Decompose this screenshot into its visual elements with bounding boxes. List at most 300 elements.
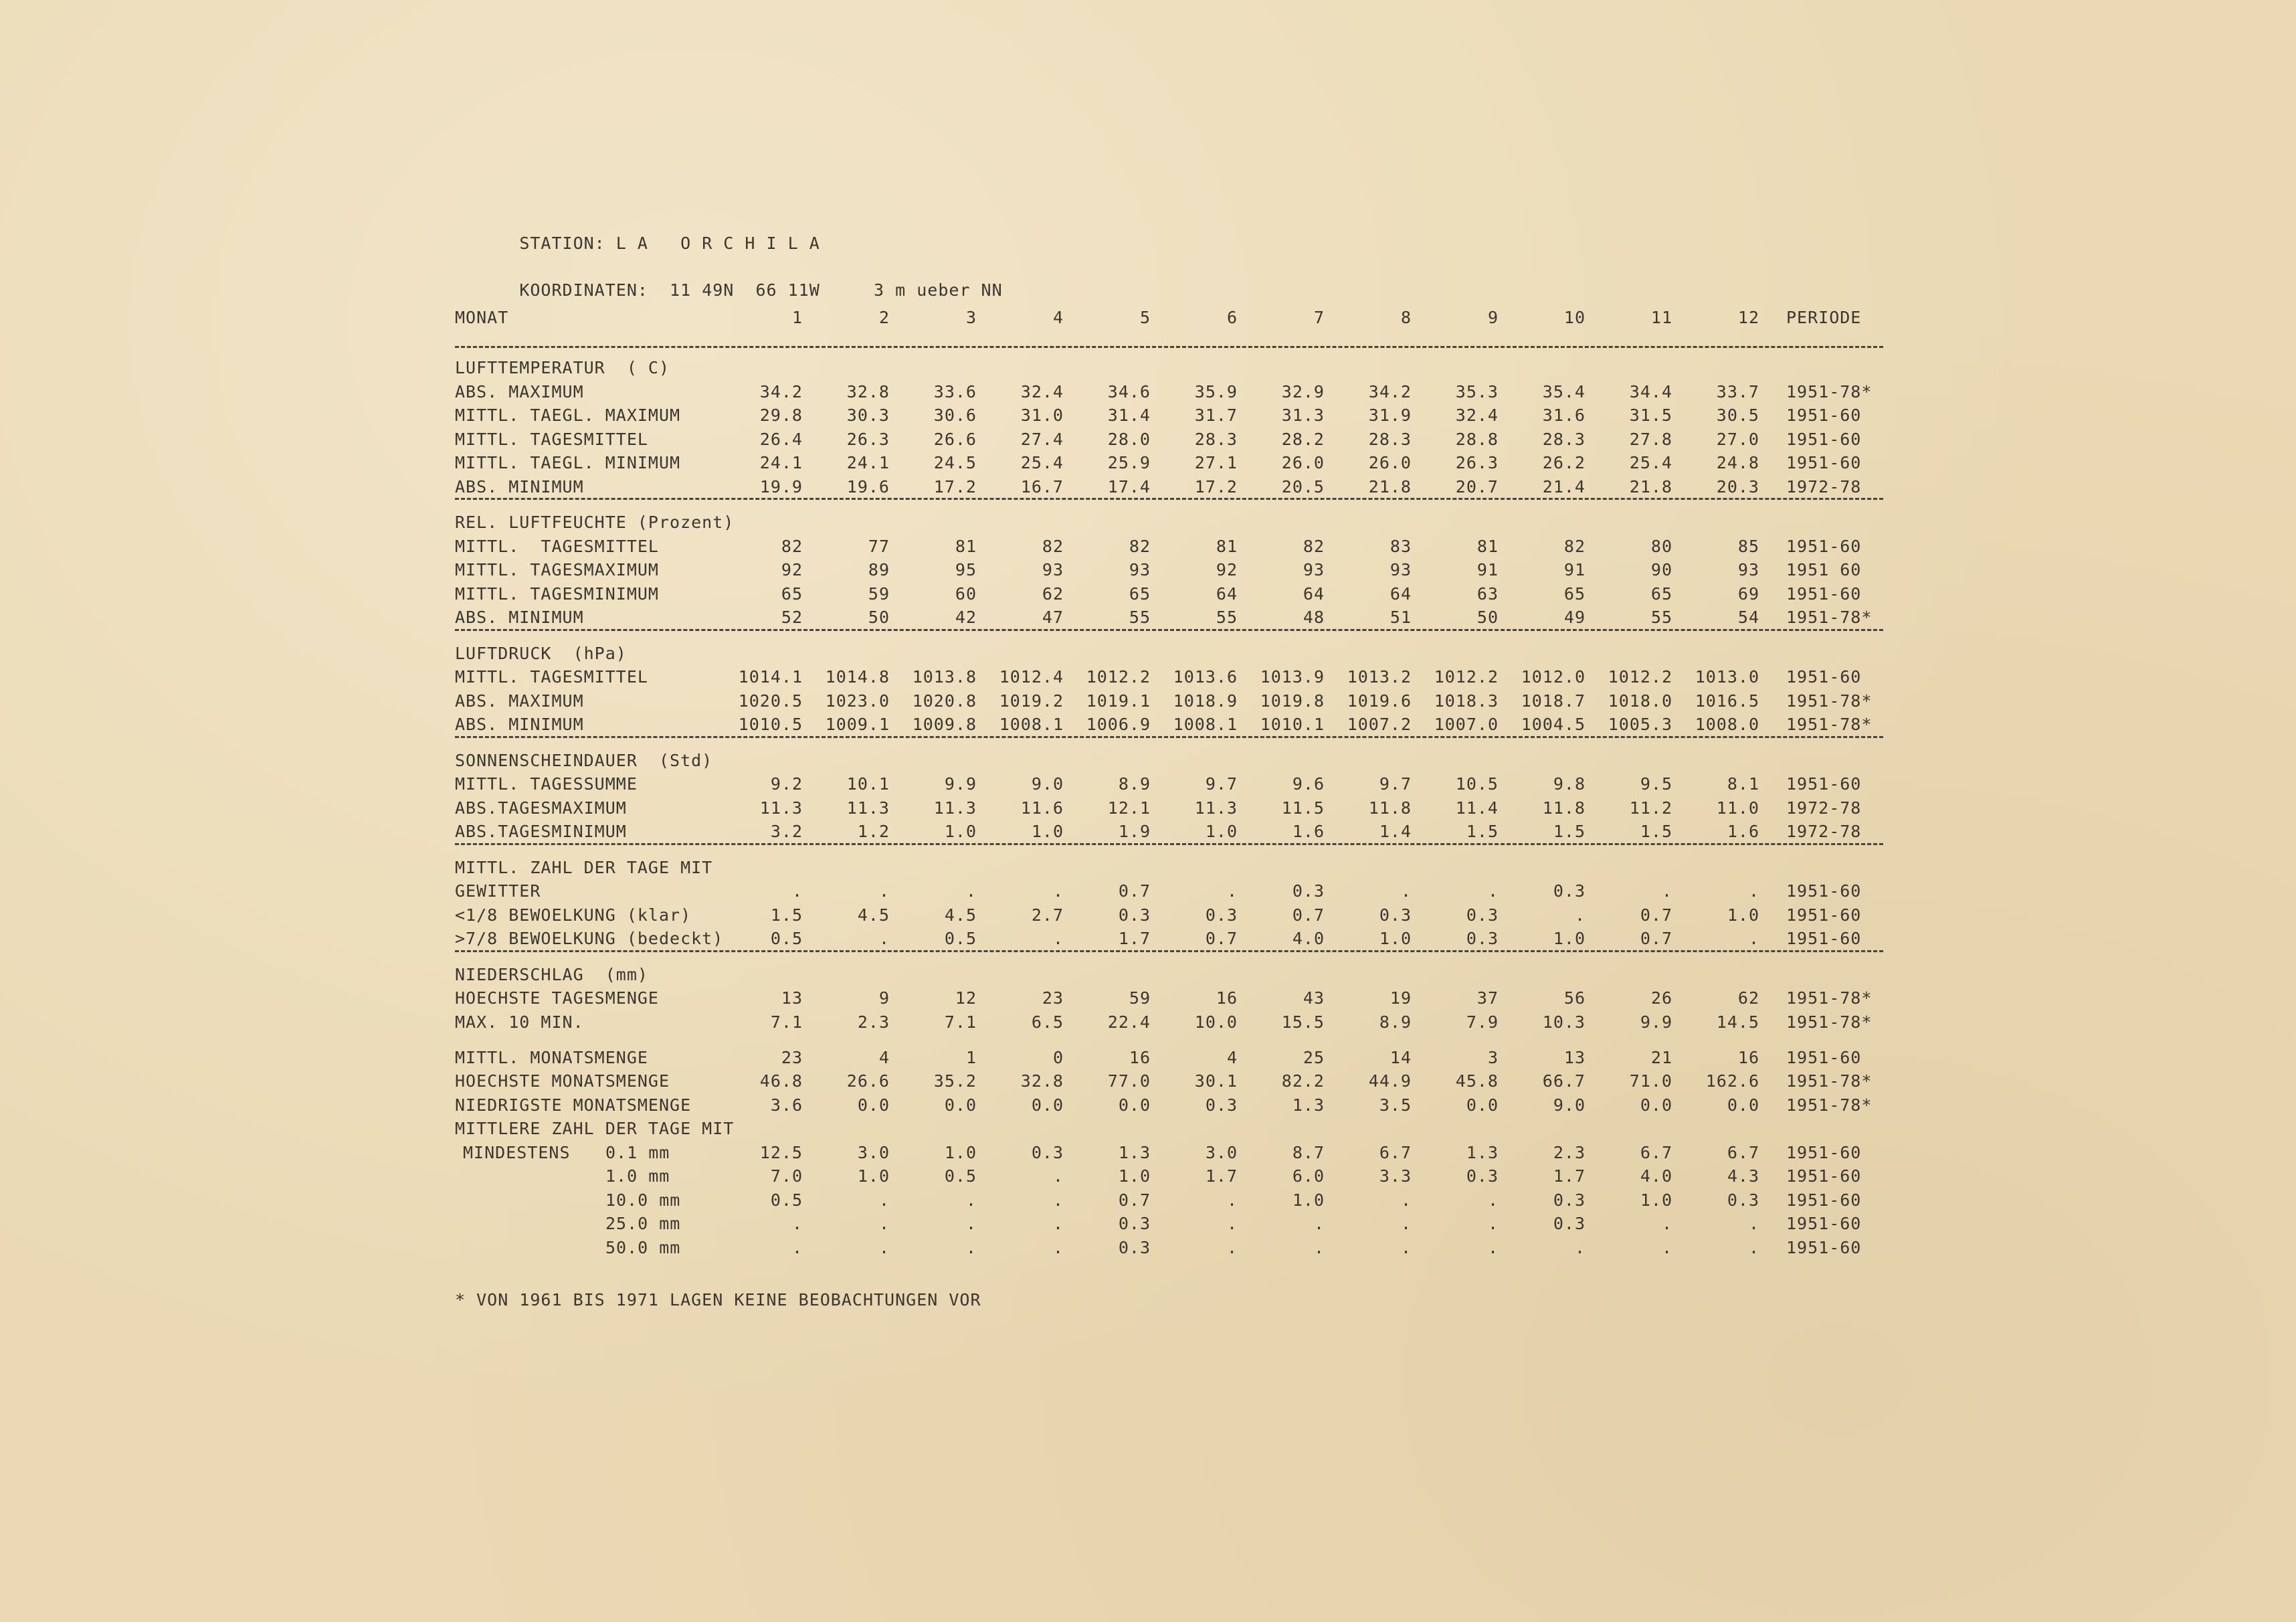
value-month-8: 19: [1390, 988, 1412, 1008]
table-row: [455, 881, 1887, 905]
value-month-12: .: [1748, 929, 1759, 948]
value-month-9: .: [1487, 1214, 1499, 1234]
value-month-3: 4.5: [944, 905, 977, 925]
value-month-12: 0.0: [1727, 1095, 1759, 1115]
value-month-3: 1013.8: [912, 667, 977, 687]
row-period: 1951-60: [1786, 905, 1862, 925]
table-row: [455, 1048, 1887, 1072]
value-month-11: 31.5: [1629, 406, 1672, 425]
value-month-9: 0.3: [1466, 929, 1499, 948]
value-month-10: 1018.7: [1521, 691, 1586, 711]
row-period: 1951-60: [1786, 1237, 1862, 1257]
value-month-6: .: [1226, 881, 1238, 901]
value-month-6: 0.3: [1205, 1095, 1238, 1115]
value-month-6: 1013.6: [1173, 667, 1238, 687]
value-month-5: 22.4: [1107, 1012, 1151, 1032]
value-month-2: .: [878, 1237, 890, 1257]
value-month-11: 9.5: [1640, 774, 1672, 794]
value-month-11: 1012.2: [1608, 667, 1672, 687]
value-month-5: 1012.2: [1086, 667, 1151, 687]
divider: [455, 629, 1883, 631]
value-month-11: 21: [1650, 1047, 1672, 1067]
value-month-10: 82: [1563, 536, 1586, 556]
value-month-1: 65: [781, 583, 803, 604]
value-month-7: 1.3: [1292, 1095, 1325, 1115]
value-month-6: 64: [1216, 583, 1238, 604]
value-month-9: 50: [1476, 608, 1499, 627]
value-month-7: 15.5: [1281, 1012, 1325, 1032]
value-month-12: 162.6: [1705, 1071, 1759, 1091]
value-month-2: 59: [868, 583, 890, 604]
value-month-3: 33.6: [933, 381, 977, 401]
value-month-9: 35.3: [1455, 381, 1499, 401]
value-month-6: 17.2: [1194, 476, 1238, 497]
value-month-4: 27.4: [1020, 429, 1064, 449]
table-row: [455, 584, 1887, 608]
value-month-10: 11.8: [1542, 798, 1586, 818]
value-month-2: .: [878, 929, 890, 948]
table-row: [455, 537, 1887, 561]
value-month-8: 93: [1390, 560, 1412, 579]
footnote: * VON 1961 BIS 1971 LAGEN KEINE BEOBACHTUNGEN VOR: [455, 1289, 981, 1310]
value-month-8: 0.3: [1379, 905, 1412, 925]
value-month-12: 1008.0: [1695, 715, 1759, 734]
value-month-8: 34.2: [1368, 381, 1412, 401]
row-label: ABS. MAXIMUM: [455, 381, 584, 401]
value-month-12: 6.7: [1727, 1142, 1759, 1162]
value-month-9: 63: [1476, 583, 1499, 604]
table-row: [455, 1095, 1887, 1119]
row-label: HOECHSTE MONATSMENGE: [455, 1071, 670, 1091]
row-period: 1951-60: [1786, 1190, 1862, 1210]
value-month-10: .: [1574, 1237, 1586, 1257]
value-month-5: 34.6: [1107, 381, 1151, 401]
value-month-8: 11.8: [1368, 798, 1412, 818]
value-month-1: 3.6: [770, 1095, 803, 1115]
value-month-12: 0.3: [1727, 1190, 1759, 1210]
value-month-1: 34.2: [759, 381, 803, 401]
value-month-5: 59: [1129, 988, 1151, 1008]
value-month-7: 25: [1303, 1047, 1325, 1067]
value-month-5: 0.3: [1118, 1237, 1151, 1257]
value-month-8: 8.9: [1379, 1012, 1412, 1032]
value-month-1: 29.8: [759, 406, 803, 425]
table-row: [455, 1214, 1887, 1238]
value-month-3: .: [965, 1214, 977, 1234]
value-month-12: 85: [1737, 536, 1759, 556]
table-row: [455, 453, 1887, 477]
value-month-9: 28.8: [1455, 429, 1499, 449]
value-month-7: 6.0: [1292, 1166, 1325, 1186]
value-month-4: .: [1052, 929, 1064, 948]
value-month-3: 11.3: [933, 798, 977, 818]
value-month-11: 0.7: [1640, 905, 1672, 925]
row-prefix: MINDESTENS: [463, 1142, 571, 1162]
value-month-11: 34.4: [1629, 381, 1672, 401]
value-month-10: 1.5: [1553, 822, 1586, 841]
row-label: MITTL. MONATSMENGE: [455, 1047, 648, 1067]
value-month-8: .: [1400, 1214, 1412, 1234]
header-month-7: 7: [1313, 308, 1325, 327]
table-row: [455, 430, 1887, 454]
value-month-12: .: [1748, 1237, 1759, 1257]
value-month-2: 3.0: [857, 1142, 890, 1162]
value-month-12: .: [1748, 1214, 1759, 1234]
value-month-4: 93: [1042, 560, 1064, 579]
value-month-6: 27.1: [1194, 453, 1238, 472]
value-month-5: 1006.9: [1086, 715, 1151, 734]
value-month-7: .: [1313, 1237, 1325, 1257]
value-month-2: 50: [868, 608, 890, 627]
row-label: ABS. MAXIMUM: [455, 691, 584, 711]
table-row: [455, 406, 1887, 430]
table-row: [455, 382, 1887, 406]
value-month-1: 3.2: [770, 822, 803, 841]
divider: [455, 346, 1883, 348]
value-month-1: 1020.5: [738, 691, 803, 711]
row-label: MITTL. TAGESMITTEL: [455, 429, 648, 449]
row-label: ABS. MINIMUM: [455, 715, 584, 734]
value-month-6: 81: [1216, 536, 1238, 556]
section-title-days: MITTL. ZAHL DER TAGE MIT: [455, 857, 713, 877]
value-month-9: 0.0: [1466, 1095, 1499, 1115]
value-month-7: 31.3: [1281, 406, 1325, 425]
value-month-7: 1.6: [1292, 822, 1325, 841]
row-period: 1951-78*: [1786, 381, 1873, 401]
value-month-10: 0.3: [1553, 1190, 1586, 1210]
value-month-12: 1.0: [1727, 905, 1759, 925]
table-row: [455, 905, 1887, 929]
value-month-5: 17.4: [1107, 476, 1151, 497]
value-month-2: 89: [868, 560, 890, 579]
value-month-11: 1018.0: [1608, 691, 1672, 711]
table-row: [455, 1143, 1887, 1167]
value-month-5: 28.0: [1107, 429, 1151, 449]
value-month-10: 1004.5: [1521, 715, 1586, 734]
value-month-6: 1018.9: [1173, 691, 1238, 711]
header-month-4: 4: [1052, 308, 1064, 327]
value-month-1: 11.3: [759, 798, 803, 818]
value-month-2: 10.1: [846, 774, 890, 794]
value-month-9: .: [1487, 881, 1499, 901]
value-month-9: 3: [1487, 1047, 1499, 1067]
value-month-9: 11.4: [1455, 798, 1499, 818]
value-month-3: 0.0: [944, 1095, 977, 1115]
value-month-11: 6.7: [1640, 1142, 1672, 1162]
value-month-7: 8.7: [1292, 1142, 1325, 1162]
value-month-9: 20.7: [1455, 476, 1499, 497]
header-month-8: 8: [1400, 308, 1412, 327]
header-month-3: 3: [965, 308, 977, 327]
value-month-12: 33.7: [1716, 381, 1759, 401]
value-month-11: 90: [1650, 560, 1672, 579]
value-month-7: 9.6: [1292, 774, 1325, 794]
row-label: MITTL. TAGESMITTEL: [455, 536, 659, 556]
value-month-11: 0.7: [1640, 929, 1672, 948]
divider: [455, 843, 1883, 845]
value-month-3: 42: [955, 608, 977, 627]
value-month-7: 20.5: [1281, 476, 1325, 497]
table-row: [455, 798, 1887, 822]
value-month-4: 1019.2: [999, 691, 1064, 711]
value-month-10: 65: [1563, 583, 1586, 604]
row-period: 1951-78*: [1786, 691, 1873, 711]
value-month-3: 7.1: [944, 1012, 977, 1032]
value-month-6: 16: [1216, 988, 1238, 1008]
value-month-1: .: [791, 1214, 803, 1234]
value-month-12: 1016.5: [1695, 691, 1759, 711]
value-month-9: .: [1487, 1190, 1499, 1210]
value-month-11: 0.0: [1640, 1095, 1672, 1115]
row-label: GEWITTER: [455, 881, 541, 901]
row-label: 25.0 mm: [605, 1214, 681, 1234]
value-month-10: 1.0: [1553, 929, 1586, 948]
value-month-3: 24.5: [933, 453, 977, 472]
row-period: 1951-78*: [1786, 988, 1873, 1008]
value-month-11: .: [1661, 881, 1672, 901]
value-month-11: 1005.3: [1608, 715, 1672, 734]
value-month-5: 65: [1129, 583, 1151, 604]
value-month-10: 26.2: [1542, 453, 1586, 472]
value-month-3: 0.5: [944, 1166, 977, 1186]
value-month-3: 1009.8: [912, 715, 977, 734]
value-month-3: 1.0: [944, 1142, 977, 1162]
value-month-6: 0.7: [1205, 929, 1238, 948]
row-label: MITTL. TAEGL. MAXIMUM: [455, 406, 681, 425]
row-label: MITTL. TAGESSUMME: [455, 774, 638, 794]
row-label: NIEDRIGSTE MONATSMENGE: [455, 1095, 692, 1115]
value-month-3: 9.9: [944, 774, 977, 794]
row-period: 1972-78: [1786, 822, 1862, 841]
value-month-3: 17.2: [933, 476, 977, 497]
value-month-11: 9.9: [1640, 1012, 1672, 1032]
value-month-6: 31.7: [1194, 406, 1238, 425]
coordinates-label: KOORDINATEN:: [519, 280, 648, 300]
value-month-12: 30.5: [1716, 406, 1759, 425]
row-period: 1951-60: [1786, 1047, 1862, 1067]
value-month-4: 11.6: [1020, 798, 1064, 818]
value-month-10: 0.3: [1553, 1214, 1586, 1234]
value-month-10: 21.4: [1542, 476, 1586, 497]
value-month-3: 26.6: [933, 429, 977, 449]
row-period: 1972-78: [1786, 798, 1862, 818]
value-month-11: 25.4: [1629, 453, 1672, 472]
value-month-10: 35.4: [1542, 381, 1586, 401]
value-month-1: 92: [781, 560, 803, 579]
value-month-9: 0.3: [1466, 1166, 1499, 1186]
value-month-2: 0.0: [857, 1095, 890, 1115]
value-month-7: 1019.8: [1260, 691, 1325, 711]
value-month-4: 23: [1042, 988, 1064, 1008]
value-month-4: 6.5: [1031, 1012, 1064, 1032]
section-title-sunshine: SONNENSCHEINDAUER (Std): [455, 750, 713, 770]
value-month-4: 0.3: [1031, 1142, 1064, 1162]
value-month-6: 11.3: [1194, 798, 1238, 818]
row-period: 1951-78*: [1786, 1012, 1873, 1032]
value-month-9: 1007.0: [1434, 715, 1499, 734]
value-month-1: 52: [781, 608, 803, 627]
value-month-11: 1.5: [1640, 822, 1672, 841]
value-month-4: 0: [1052, 1047, 1064, 1067]
value-month-2: 32.8: [846, 381, 890, 401]
value-month-8: 1.0: [1379, 929, 1412, 948]
value-month-10: 1012.0: [1521, 667, 1586, 687]
value-month-11: 21.8: [1629, 476, 1672, 497]
row-label: HOECHSTE TAGESMENGE: [455, 988, 659, 1008]
row-period: 1951-60: [1786, 583, 1862, 604]
value-month-4: 9.0: [1031, 774, 1064, 794]
value-month-10: 28.3: [1542, 429, 1586, 449]
value-month-11: .: [1661, 1237, 1672, 1257]
value-month-9: 1.3: [1466, 1142, 1499, 1162]
value-month-6: .: [1226, 1190, 1238, 1210]
value-month-12: 1013.0: [1695, 667, 1759, 687]
value-month-3: 1020.8: [912, 691, 977, 711]
value-month-8: .: [1400, 1190, 1412, 1210]
value-month-8: 31.9: [1368, 406, 1412, 425]
value-month-1: 1014.1: [738, 667, 803, 687]
value-month-3: 95: [955, 560, 977, 579]
value-month-6: 1.7: [1205, 1166, 1238, 1186]
row-label: ABS. MINIMUM: [455, 476, 584, 497]
value-month-12: 69: [1737, 583, 1759, 604]
value-month-9: 45.8: [1455, 1071, 1499, 1091]
value-month-9: 37: [1476, 988, 1499, 1008]
value-month-5: 16: [1129, 1047, 1151, 1067]
value-month-4: 32.8: [1020, 1071, 1064, 1091]
section-title-temperature: LUFTTEMPERATUR ( C): [455, 358, 670, 377]
value-month-8: 83: [1390, 536, 1412, 556]
value-month-7: 0.7: [1292, 905, 1325, 925]
value-month-2: 4.5: [857, 905, 890, 925]
value-month-6: 10.0: [1194, 1012, 1238, 1032]
section-title-precipitation: NIEDERSCHLAG (mm): [455, 964, 648, 984]
value-month-8: 1007.2: [1347, 715, 1412, 734]
divider: [455, 498, 1883, 500]
value-month-9: 81: [1476, 536, 1499, 556]
divider: [455, 736, 1883, 738]
row-period: 1951-60: [1786, 536, 1862, 556]
value-month-1: 19.9: [759, 476, 803, 497]
value-month-7: 48: [1303, 608, 1325, 627]
value-month-11: 1.0: [1640, 1190, 1672, 1210]
value-month-10: 9.0: [1553, 1095, 1586, 1115]
value-month-10: 10.3: [1542, 1012, 1586, 1032]
value-month-11: .: [1661, 1214, 1672, 1234]
value-month-4: 2.7: [1031, 905, 1064, 925]
row-period: 1951-78*: [1786, 1071, 1873, 1091]
value-month-1: 1010.5: [738, 715, 803, 734]
value-month-1: 7.1: [770, 1012, 803, 1032]
value-month-5: 1.0: [1118, 1166, 1151, 1186]
value-month-8: 21.8: [1368, 476, 1412, 497]
divider: [455, 950, 1883, 952]
value-month-6: 0.3: [1205, 905, 1238, 925]
value-month-5: 55: [1129, 608, 1151, 627]
value-month-6: 55: [1216, 608, 1238, 627]
value-month-3: 81: [955, 536, 977, 556]
header-month-10: 10: [1563, 308, 1586, 327]
value-month-11: 65: [1650, 583, 1672, 604]
value-month-12: 16: [1737, 1047, 1759, 1067]
value-month-10: 2.3: [1553, 1142, 1586, 1162]
value-month-8: 1013.2: [1347, 667, 1412, 687]
value-month-5: 25.9: [1107, 453, 1151, 472]
value-month-8: 6.7: [1379, 1142, 1412, 1162]
header-month-6: 6: [1226, 308, 1238, 327]
section-title-humidity: REL. LUFTFEUCHTE (Prozent): [455, 513, 735, 532]
value-month-11: 26: [1650, 988, 1672, 1008]
value-month-5: 1.9: [1118, 822, 1151, 841]
value-month-1: 23: [781, 1047, 803, 1067]
row-label: MAX. 10 MIN.: [455, 1012, 584, 1032]
value-month-7: 26.0: [1281, 453, 1325, 472]
value-month-4: 62: [1042, 583, 1064, 604]
value-month-4: .: [1052, 1190, 1064, 1210]
table-row: [455, 774, 1887, 798]
table-row: [455, 1238, 1887, 1262]
value-month-2: 1.2: [857, 822, 890, 841]
value-month-7: 82: [1303, 536, 1325, 556]
value-month-2: 9: [878, 988, 890, 1008]
value-month-8: 26.0: [1368, 453, 1412, 472]
value-month-7: 82.2: [1281, 1071, 1325, 1091]
value-month-12: 93: [1737, 560, 1759, 579]
value-month-9: .: [1487, 1237, 1499, 1257]
value-month-7: 93: [1303, 560, 1325, 579]
row-period: 1951-60: [1786, 774, 1862, 794]
value-month-7: 64: [1303, 583, 1325, 604]
value-month-7: 11.5: [1281, 798, 1325, 818]
value-month-2: 30.3: [846, 406, 890, 425]
value-month-8: 1.4: [1379, 822, 1412, 841]
value-month-10: 13: [1563, 1047, 1586, 1067]
value-month-3: 0.5: [944, 929, 977, 948]
value-month-6: 3.0: [1205, 1142, 1238, 1162]
value-month-7: 1.0: [1292, 1190, 1325, 1210]
value-month-10: 56: [1563, 988, 1586, 1008]
value-month-2: 1014.8: [825, 667, 890, 687]
value-month-5: 1.3: [1118, 1142, 1151, 1162]
value-month-12: 4.3: [1727, 1166, 1759, 1186]
section-title-pressure: LUFTDRUCK (hPa): [455, 643, 627, 663]
value-month-6: 92: [1216, 560, 1238, 579]
header-month-1: 1: [791, 308, 803, 327]
row-label: MITTL. TAGESMITTEL: [455, 667, 648, 687]
table-row: [455, 1166, 1887, 1190]
header-month-11: 11: [1650, 308, 1672, 327]
value-month-5: 0.0: [1118, 1095, 1151, 1115]
value-month-2: 19.6: [846, 476, 890, 497]
value-month-12: 1.6: [1727, 822, 1759, 841]
value-month-3: 12: [955, 988, 977, 1008]
table-row: [455, 1071, 1887, 1095]
header-period-label: PERIODE: [1786, 308, 1862, 327]
value-month-1: 13: [781, 988, 803, 1008]
value-month-4: 82: [1042, 536, 1064, 556]
value-month-1: 82: [781, 536, 803, 556]
value-month-11: 4.0: [1640, 1166, 1672, 1186]
coordinates-lat: 11 49N: [670, 280, 735, 300]
value-month-1: 46.8: [759, 1071, 803, 1091]
row-period: 1951-78*: [1786, 608, 1873, 627]
value-month-8: 9.7: [1379, 774, 1412, 794]
value-month-11: 11.2: [1629, 798, 1672, 818]
value-month-4: 1.0: [1031, 822, 1064, 841]
value-month-1: 1.5: [770, 905, 803, 925]
value-month-10: 31.6: [1542, 406, 1586, 425]
value-month-10: 1.7: [1553, 1166, 1586, 1186]
